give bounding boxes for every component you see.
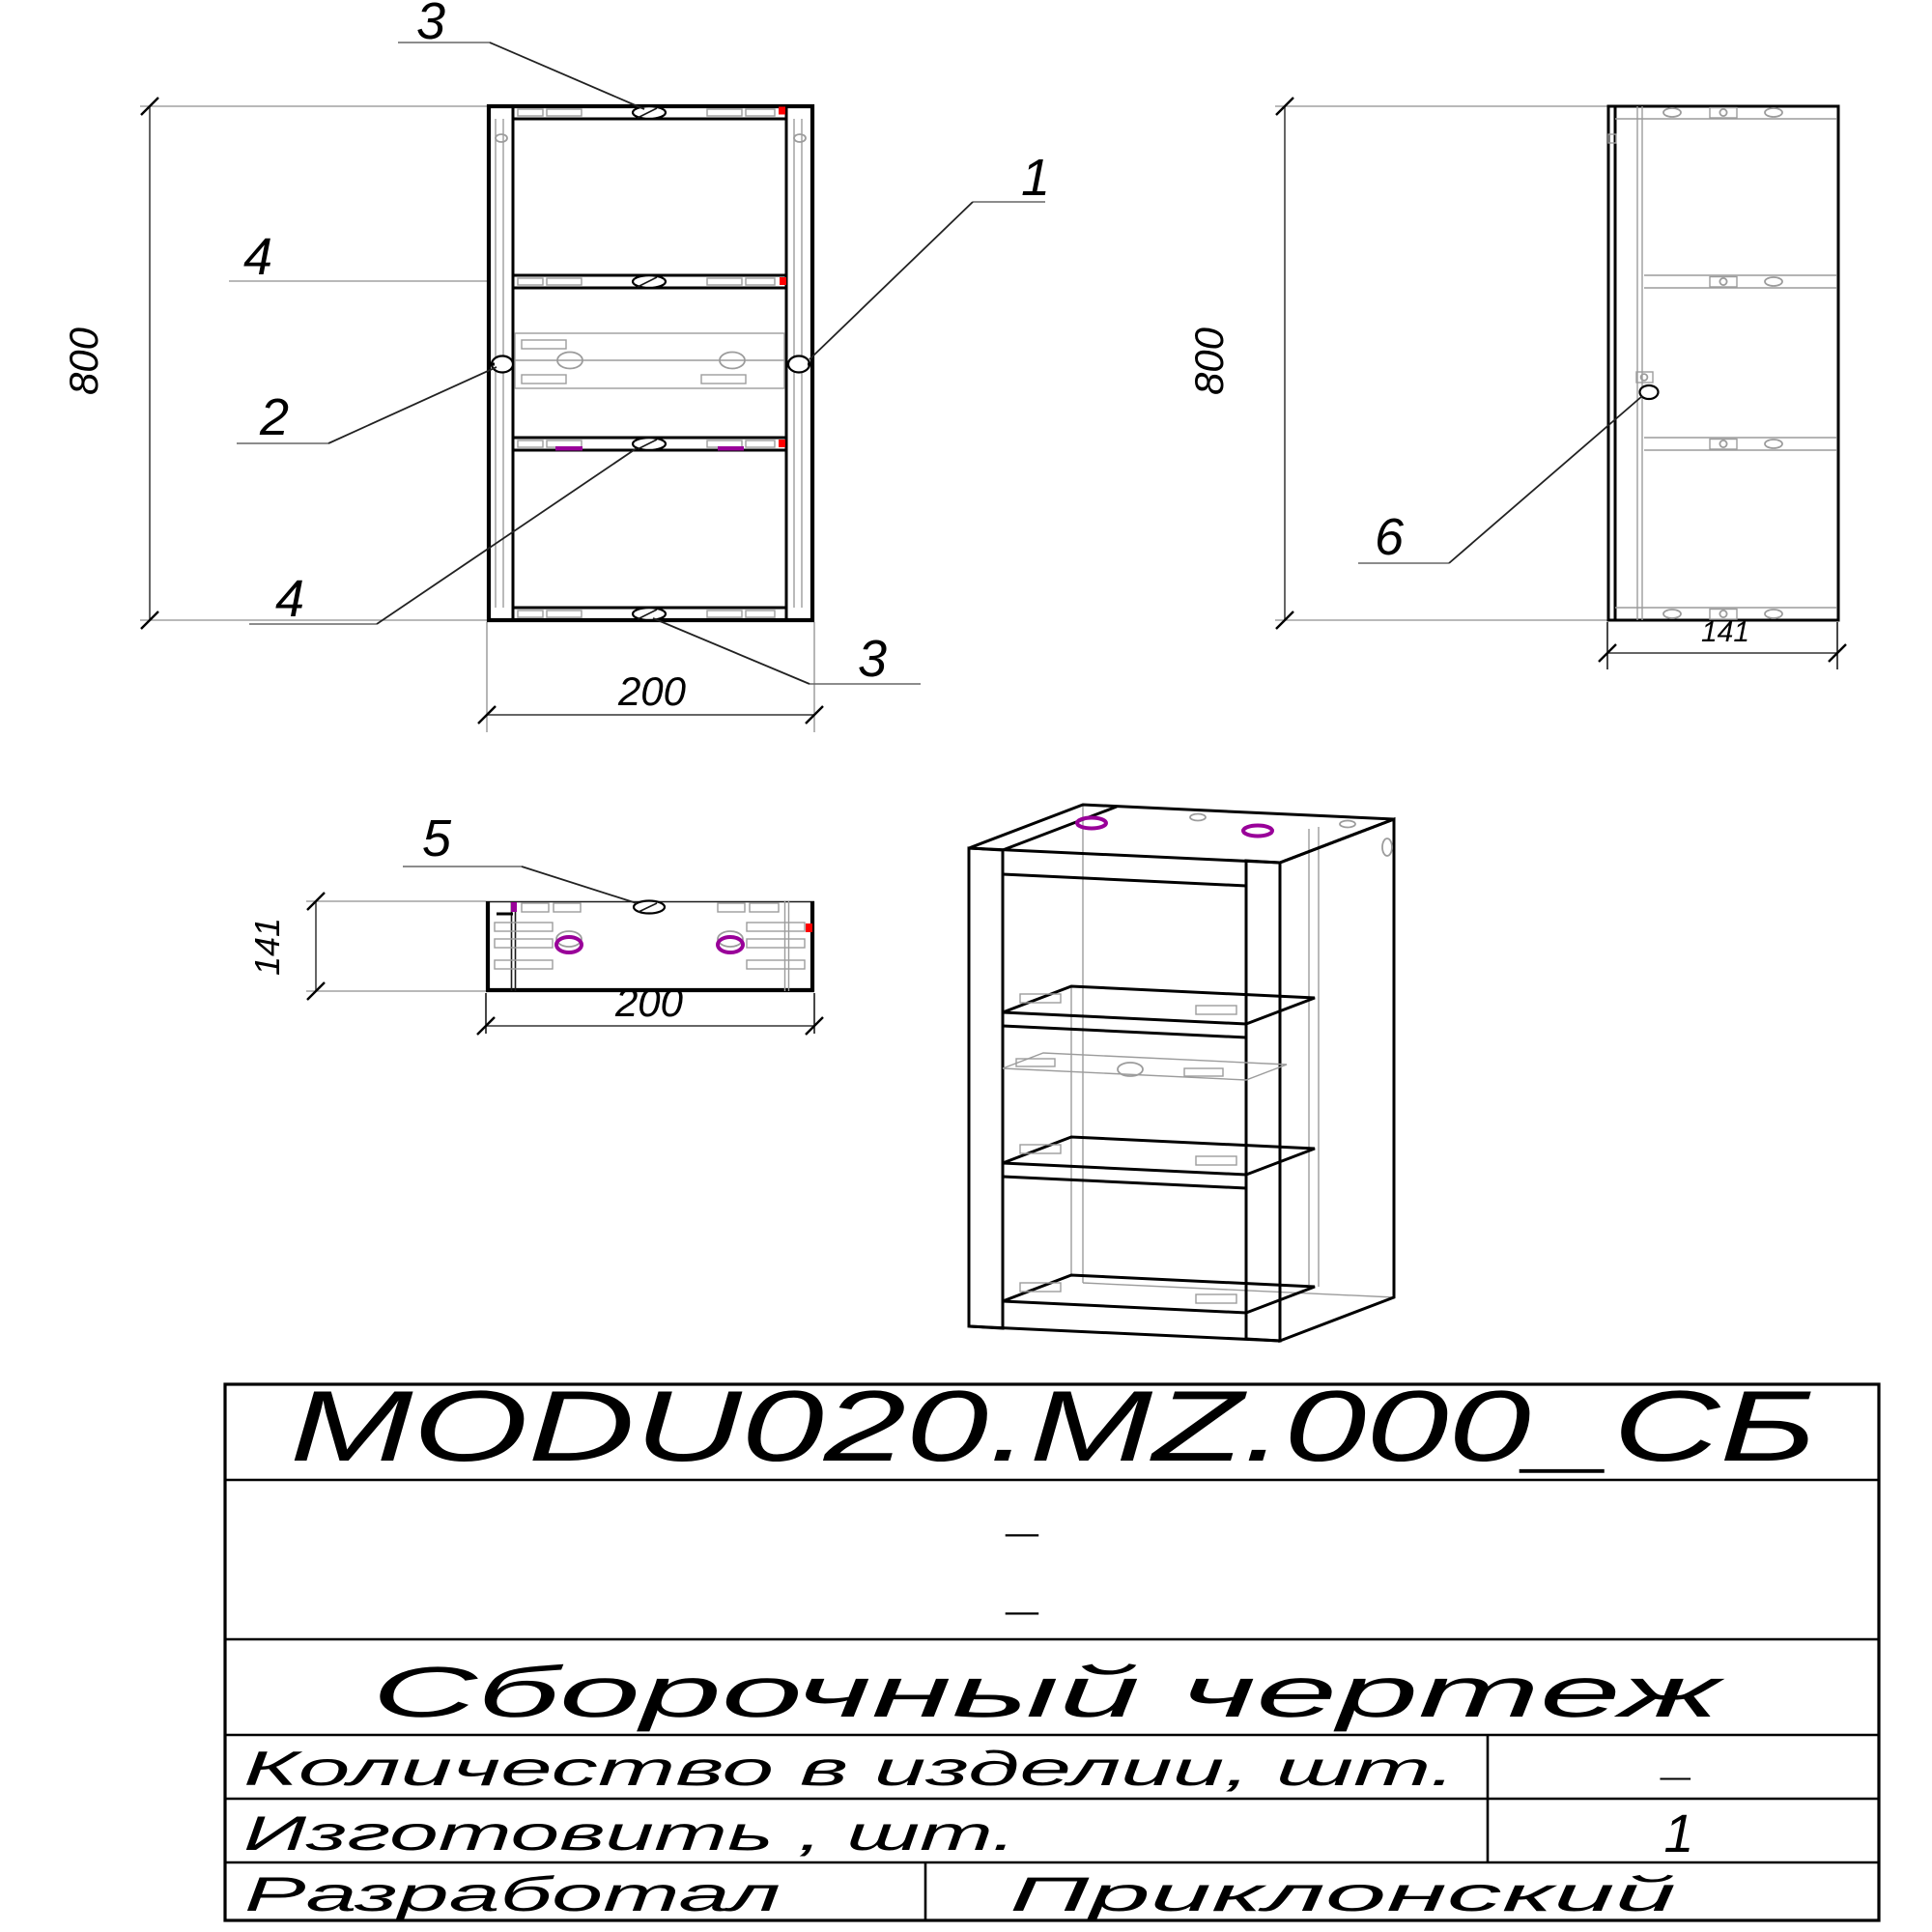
dowel-icon	[518, 109, 543, 116]
callout-label: 1	[1020, 149, 1051, 207]
purple-cam-lock-icon	[1077, 818, 1106, 829]
purple-cam-lock-icon	[1243, 826, 1272, 837]
panel-pin-icon	[794, 134, 806, 142]
developer-label: Разработал	[244, 1867, 781, 1921]
side-body	[1608, 106, 1838, 620]
hole-icon	[1765, 277, 1782, 286]
hole-icon	[1190, 814, 1206, 821]
strip-fitting	[1016, 1059, 1055, 1066]
iso-right-panel	[1246, 861, 1280, 1341]
dowel-row	[747, 960, 805, 969]
iso-shelf-top	[1003, 986, 1315, 1024]
top-width-dim-text: 200	[614, 980, 684, 1025]
front-upper-shelf	[513, 275, 786, 288]
dowel-row	[747, 939, 805, 948]
callout-leader	[1449, 396, 1642, 563]
dowel-icon	[718, 903, 745, 912]
document-type: Сборочный чертеж	[372, 1652, 1726, 1732]
strip-fitting	[522, 375, 566, 384]
callout-label: 6	[1374, 508, 1405, 566]
purple-fitting-mark	[718, 446, 744, 451]
shelf-fitting	[1196, 1006, 1236, 1014]
red-fitting-mark	[779, 440, 785, 447]
dowel-icon	[707, 109, 742, 116]
strip-fitting	[1184, 1068, 1223, 1076]
side-mid-fitting	[1636, 372, 1659, 399]
hole-icon	[1382, 838, 1392, 856]
top-view	[247, 810, 823, 1035]
dowel-icon	[518, 278, 543, 285]
top-depth-dim-text: 141	[247, 917, 287, 977]
dowel-icon	[707, 278, 742, 285]
iso-top-panel-edge	[1003, 874, 1246, 886]
side-view	[1186, 98, 1846, 669]
cam-lock-icon	[1640, 385, 1659, 399]
title-block	[225, 1371, 1879, 1921]
dowel-icon	[750, 903, 779, 912]
purple-fitting-mark	[555, 446, 582, 451]
fitting-screw-icon	[1719, 440, 1726, 447]
dowel-icon	[547, 440, 582, 447]
fitting-screw-icon	[1719, 278, 1726, 285]
purple-fitting-mark	[511, 902, 517, 912]
side-top-band	[1615, 108, 1836, 120]
quantity-label: Количество в изделии, шт.	[243, 1742, 1456, 1796]
callout-6	[1358, 396, 1642, 566]
iso-shelf-top	[1003, 1137, 1315, 1175]
top-dim-width	[477, 980, 823, 1035]
side-upper-shelf-band	[1644, 275, 1836, 288]
back-bottom-edge	[1083, 1283, 1394, 1297]
drawing-designation: MODU020.MZ.000_СБ	[290, 1371, 1816, 1483]
hole-icon	[1765, 440, 1782, 448]
callout-leader	[377, 448, 637, 624]
manufacture-label: Изготовить , шт.	[243, 1806, 1016, 1861]
panel-pin-icon	[496, 134, 507, 142]
dowel-row	[747, 923, 805, 931]
strip-fitting	[701, 375, 746, 384]
callout-label: 3	[415, 0, 446, 50]
dowel-row	[495, 939, 553, 948]
dowel-icon	[518, 440, 543, 447]
callout-label: 5	[421, 810, 452, 867]
strip-fitting	[522, 340, 566, 349]
top-dim-depth	[247, 893, 325, 1000]
front-dim-height	[61, 98, 158, 629]
iso-top-face	[969, 805, 1394, 863]
iso-bottom-edge	[969, 1326, 1280, 1341]
iso-view	[969, 805, 1394, 1341]
dowel-row	[495, 923, 553, 931]
callout-leader	[490, 43, 644, 109]
dowel-icon	[746, 109, 775, 116]
dowel-icon	[554, 903, 581, 912]
front-dim-width	[478, 622, 823, 732]
side-lower-shelf-band	[1644, 438, 1836, 450]
red-fitting-mark	[779, 107, 785, 115]
iso-shelf-front-edge	[1003, 1177, 1246, 1188]
front-callouts	[237, 0, 1050, 688]
front-view	[61, 0, 1050, 732]
hole-icon	[1663, 108, 1681, 117]
callout-3-bottom	[653, 618, 921, 688]
iso-bottom-panel	[1003, 1275, 1315, 1313]
callout-3-top	[398, 0, 644, 109]
front-height-dim-text: 800	[61, 327, 106, 396]
callout-label: 3	[857, 630, 888, 688]
dowel-icon	[547, 109, 582, 116]
developer-name: Приклонский	[1009, 1867, 1676, 1921]
top-body	[486, 901, 814, 992]
dowel-icon	[518, 611, 543, 617]
hole-icon	[1340, 821, 1355, 828]
iso-shelf-front-edge	[1003, 1026, 1246, 1037]
side-dim-height	[1186, 98, 1293, 629]
dowel-icon	[547, 278, 582, 285]
blank-field-dash: _	[1009, 1555, 1042, 1620]
quantity-value: _	[1663, 1725, 1694, 1785]
shelf-fitting	[1196, 1294, 1236, 1303]
callout-leader	[522, 867, 637, 903]
hole-icon	[1765, 108, 1782, 117]
manufacture-value: 1	[1663, 1803, 1694, 1863]
hole-icon	[1765, 610, 1782, 618]
front-body	[489, 106, 813, 620]
right-side-cam-lock-icon	[788, 356, 810, 373]
callout-label: 4	[274, 570, 305, 628]
red-fitting-mark	[806, 923, 812, 932]
fitting-screw-icon	[1719, 109, 1726, 116]
red-fitting-mark	[780, 277, 786, 285]
side-height-dim-text: 800	[1186, 327, 1232, 396]
left-side-cam-lock-icon	[492, 356, 513, 373]
dowel-icon	[746, 440, 775, 447]
callout-leader	[810, 202, 973, 359]
shelf-fitting	[1196, 1156, 1236, 1165]
callout-5	[403, 810, 637, 903]
dowel-icon	[522, 903, 549, 912]
blank-field-dash: _	[1009, 1477, 1042, 1542]
iso-back-strip	[1003, 1053, 1287, 1080]
dowel-icon	[707, 611, 742, 617]
callout-label: 4	[242, 228, 273, 286]
callout-1	[810, 149, 1050, 359]
callout-4-lower	[249, 448, 637, 628]
callout-2	[237, 367, 497, 446]
hole-icon	[1663, 610, 1681, 618]
iso-left-panel	[969, 848, 1003, 1328]
callout-label: 2	[259, 388, 290, 446]
callout-leader	[328, 367, 497, 443]
dowel-icon	[746, 611, 775, 617]
iso-right-face	[1280, 819, 1394, 1341]
front-back-strip	[515, 333, 784, 388]
front-width-dim-text: 200	[617, 668, 687, 714]
dowel-icon	[547, 611, 582, 617]
dowel-icon	[746, 278, 775, 285]
front-lower-shelf	[513, 438, 786, 451]
callout-4-upper	[243, 228, 272, 286]
front-outline	[489, 106, 812, 620]
side-dim-depth	[1599, 616, 1846, 669]
dowel-row	[495, 960, 553, 969]
dowel-icon	[707, 440, 742, 447]
side-depth-dim-text: 141	[1700, 616, 1750, 648]
